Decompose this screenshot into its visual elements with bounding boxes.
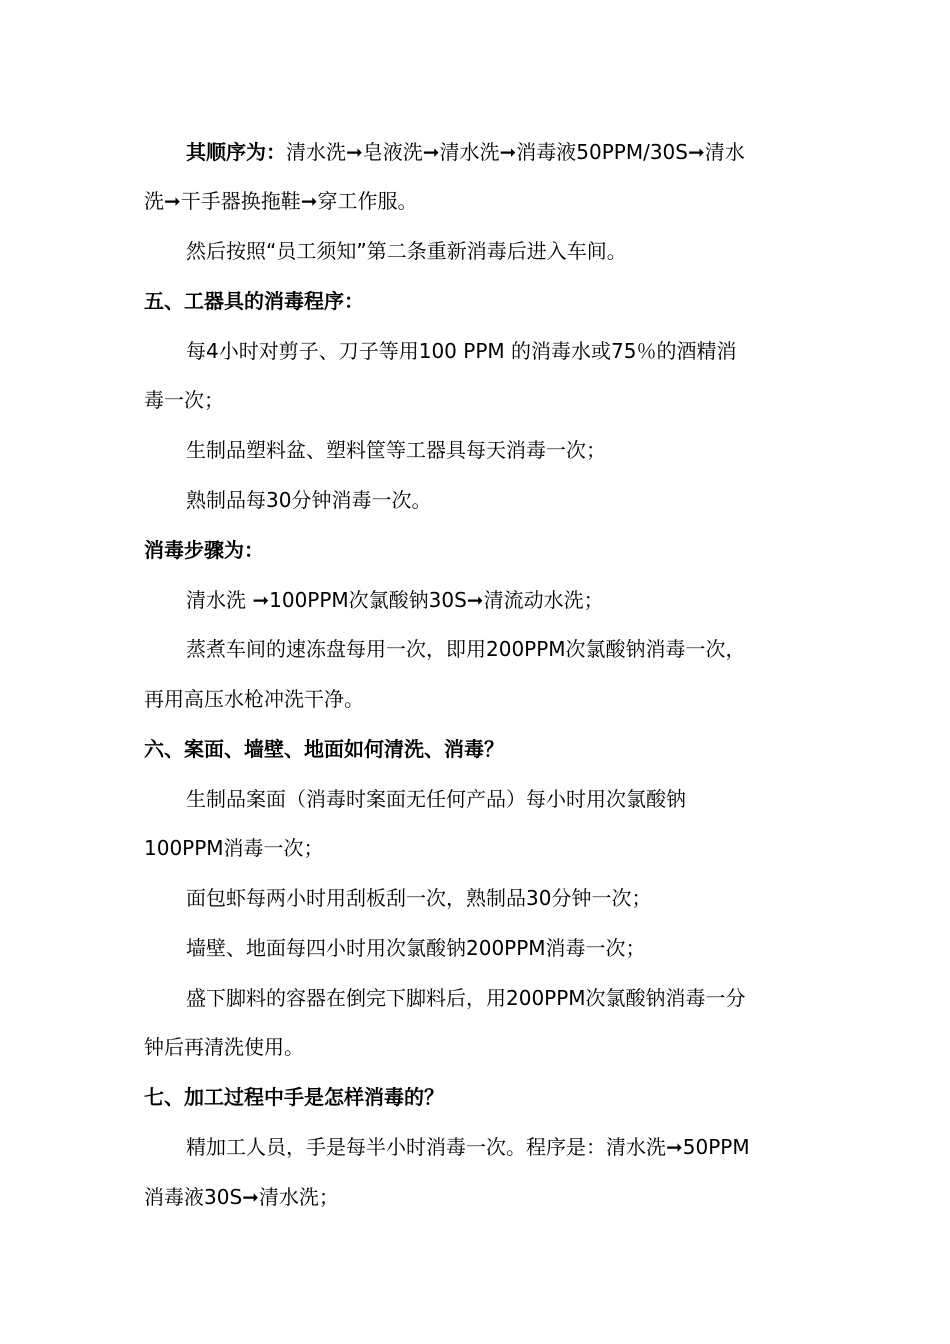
- section-7-title: 七、加工过程中手是怎样消毒的？: [144, 1085, 444, 1109]
- s7-para1-line1: 精加工人员，手是每半小时消毒一次。程序是：清水洗➞50PPM: [186, 1135, 750, 1159]
- sequence-label: 其顺序为：: [186, 140, 286, 164]
- para-sequence-line2: 洗➞干手器换拖鞋➞穿工作服。: [144, 189, 418, 213]
- s6-para2: 面包虾每两小时用刮板刮一次，熟制品30分钟一次；: [186, 886, 652, 910]
- s6-para4-line1: 盛下脚料的容器在倒完下脚料后，用200PPM次氯酸钠消毒一分: [186, 986, 746, 1010]
- steps-para2-line1: 蒸煮车间的速冻盘每用一次，即用200PPM次氯酸钠消毒一次，: [186, 637, 746, 661]
- s6-para1-line2: 100PPM消毒一次；: [144, 836, 324, 860]
- section-5-title: 五、工器具的消毒程序：: [144, 289, 364, 313]
- steps-para1: 清水洗 ➞100PPM次氯酸钠30S➞清流动水洗；: [186, 588, 604, 612]
- s6-para4-line2: 钟后再清洗使用。: [144, 1035, 304, 1059]
- sequence-steps: 清水洗➞皂液洗➞清水洗➞消毒液50PPM/30S➞清水: [286, 140, 745, 164]
- s7-para1-line2: 消毒液30S➞清水洗；: [144, 1185, 339, 1209]
- steps-para2-line2: 再用高压水枪冲洗干净。: [144, 687, 364, 711]
- s5-para1-line2: 毒一次；: [144, 388, 224, 412]
- s5-para2: 生制品塑料盆、塑料筐等工器具每天消毒一次；: [186, 438, 606, 462]
- steps-title: 消毒步骤为：: [144, 538, 264, 562]
- section-6-title: 六、案面、墙壁、地面如何清洗、消毒？: [144, 737, 504, 761]
- para-sequence-line1: [186, 136, 814, 168]
- s5-para1-line1: 每4小时对剪子、刀子等用100 PPM 的消毒水或75％的酒精消: [186, 339, 737, 363]
- para-staff-notice: 然后按照“员工须知”第二条重新消毒后进入车间。: [186, 239, 627, 263]
- s6-para1-line1: 生制品案面（消毒时案面无任何产品）每小时用次氯酸钠: [186, 787, 686, 811]
- s5-para3: 熟制品每30分钟消毒一次。: [186, 488, 432, 512]
- s6-para3: 墙壁、地面每四小时用次氯酸钠200PPM消毒一次；: [186, 936, 646, 960]
